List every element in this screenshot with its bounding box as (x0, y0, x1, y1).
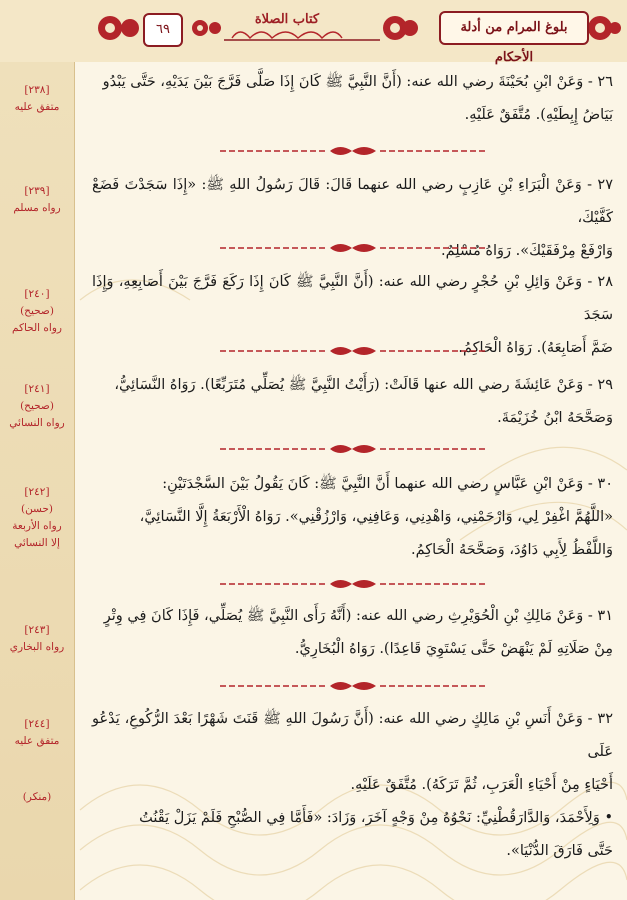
side-note-number: [٢٣٨] (24, 84, 50, 96)
separator-ornament-icon (220, 678, 485, 694)
hadith-line: ٣١ - وَعَنْ مَالِكِ بْنِ الْحُوَيْرِثِ رضي الله عنه: (أَنَّهُ رَأَى النَّبِيَّ ﷺ يُصَلِّي، فَإِذَا كَانَ فِي وِتْرٍ (103, 608, 613, 624)
side-note-grade: متفق عليه (14, 101, 60, 113)
side-note-number: [٢٤٣] (24, 624, 50, 636)
side-note-number: [٢٤٢] (24, 486, 50, 498)
hadith-29 (92, 369, 613, 435)
side-note-grade: (منكر) (22, 791, 52, 803)
hadith-line: بَيَاضُ إِبِطَيْهِ). مُتَّفَقٌ عَلَيْهِ. (464, 107, 613, 123)
side-note-239 (3, 183, 71, 217)
side-note-number: [٢٤٤] (24, 718, 50, 730)
hadith-line: مِنْ صَلَاتِهِ لَمْ يَنْهَضْ حَتَّى يَسْتَوِيَ قَاعِدًا). رَوَاهُ الْبُخَارِيُّ. (294, 641, 613, 657)
side-note-number: [٢٤٠] (24, 288, 50, 300)
page-number: ٦٩ (143, 13, 183, 47)
side-note-source: متفق عليه (14, 735, 60, 747)
hadith-line: حَتَّى فَارَقَ الدُّنْيَا». (506, 843, 613, 859)
separator-ornament-icon (220, 240, 485, 256)
hadith-30 (92, 468, 613, 567)
side-note-source: رواه الحاكم (12, 322, 62, 334)
separator-ornament-icon (220, 576, 485, 592)
page-header (0, 0, 627, 65)
side-note-grade: رواه مسلم (13, 202, 61, 214)
separator-ornament-icon (220, 343, 485, 359)
hadith-line: ٢٦ - وَعَنْ ابْنِ بُحَيْنَةَ رضي الله عنه: (أَنَّ النَّبِيَّ ﷺ كَانَ إِذَا صَلَّى فَرَّجَ بَيْنَ يَدَيْهِ، حَتَّى يَبْدُو (102, 74, 613, 90)
hadith-line: «اللَّهُمَّ اغْفِرْ لِي، وَارْحَمْنِي، وَاهْدِنِي، وَعَافِنِي، وَارْزُقْنِي». رَوَاهُ الْأَرْبَعَةُ إِلَّا النَّسَائِيَّ، (139, 509, 613, 525)
chapter-title: كتاب الصلاة (254, 12, 320, 27)
separator-ornament-icon (220, 143, 485, 159)
hadith-line: ٢٧ - وَعَنْ الْبَرَاءِ بْنِ عَازِبٍ رضي الله عنهما قَالَ: قَالَ رَسُولُ اللهِ ﷺ: «إِذَا سَجَدْتَ فَضَعْ كَفَّيْكَ، (92, 177, 613, 226)
side-note-grade: (صحيح) (20, 305, 54, 317)
side-note-grade: (حسن) (20, 503, 54, 515)
hadith-line: وَارْفَعْ مِرْفَقَيْكَ». رَوَاهُ مُسْلِمٌ. (440, 243, 613, 259)
hadith-line: ٣٢ - وَعَنْ أَنَسِ بْنِ مَالِكٍ رضي الله عنه: (أَنَّ رَسُولَ اللهِ ﷺ قَنَتَ شَهْرًا بَعْدَ الرُّكُوعِ، يَدْعُو عَلَى (92, 711, 613, 760)
side-note-number: [٢٣٩] (24, 185, 50, 197)
side-note-244 (3, 716, 71, 750)
side-note-source: رواه البخاري (9, 641, 65, 653)
side-note-source: إلا النسائي (14, 537, 60, 549)
side-note-242 (3, 484, 71, 552)
side-note-241 (3, 381, 71, 432)
side-note-source: رواه الأربعة (12, 520, 62, 532)
hadith-line: وَصَحَّحَهُ ابْنُ خُزَيْمَةَ. (497, 410, 613, 426)
hadith-line: وَاللَّفْظُ لِأَبِي دَاوُدَ، وَصَحَّحَهُ الْحَاكِمُ. (411, 542, 613, 558)
side-note-238 (3, 82, 71, 116)
side-note-munkar (3, 789, 71, 806)
side-note-240 (3, 286, 71, 337)
hadith-line: أَحْيَاءٍ مِنْ أَحْيَاءِ الْعَرَبِ، ثُمَّ تَرَكَهُ). مُتَّفَقٌ عَلَيْهِ. (350, 777, 613, 793)
hadith-32 (92, 703, 613, 868)
hadith-line: ضَمَّ أَصَابِعَهُ). رَوَاهُ الْحَاكِمُ. (458, 340, 613, 356)
hadith-line: ٢٩ - وَعَنْ عَائِشَةَ رضي الله عنها قَالَتْ: (رَأَيْتُ النَّبِيَّ ﷺ يُصَلِّي مُتَرَبِّعًا). رَوَاهُ النَّسَائِيُّ، (114, 377, 613, 393)
side-note-grade: (صحيح) (20, 400, 54, 412)
separator-ornament-icon (220, 441, 485, 457)
side-note-243 (3, 622, 71, 656)
hadith-line: • وَلِأَحْمَدَ، وَالدَّارَقُطْنِيِّ: نَحْوُهُ مِنْ وَجْهٍ آخَرَ، وَزَادَ: «فَأَمَّا فِي الصُّبْحِ فَلَمْ يَزَلْ يَقْنُتُ (139, 810, 613, 826)
side-note-number: [٢٤١] (24, 383, 50, 395)
book-title: بلوغ المرام من أدلة الأحكام (439, 11, 589, 45)
hadith-26 (92, 66, 613, 132)
hadith-31 (92, 600, 613, 666)
side-note-source: رواه النسائي (9, 417, 65, 429)
hadith-line: ٢٨ - وَعَنْ وَائِلِ بْنِ حُجْرٍ رضي الله عنه: (أَنَّ النَّبِيَّ ﷺ كَانَ إِذَا رَكَعَ فَرَّجَ بَيْنَ أَصَابِعِهِ، وَإِذَا سَجَدَ (92, 274, 613, 323)
hadith-line: ٣٠ - وَعَنْ ابْنِ عَبَّاسٍ رضي الله عنهما أَنَّ النَّبِيَّ ﷺ: كَانَ يَقُولُ بَيْنَ السَّجْدَتَيْنِ: (162, 476, 613, 492)
